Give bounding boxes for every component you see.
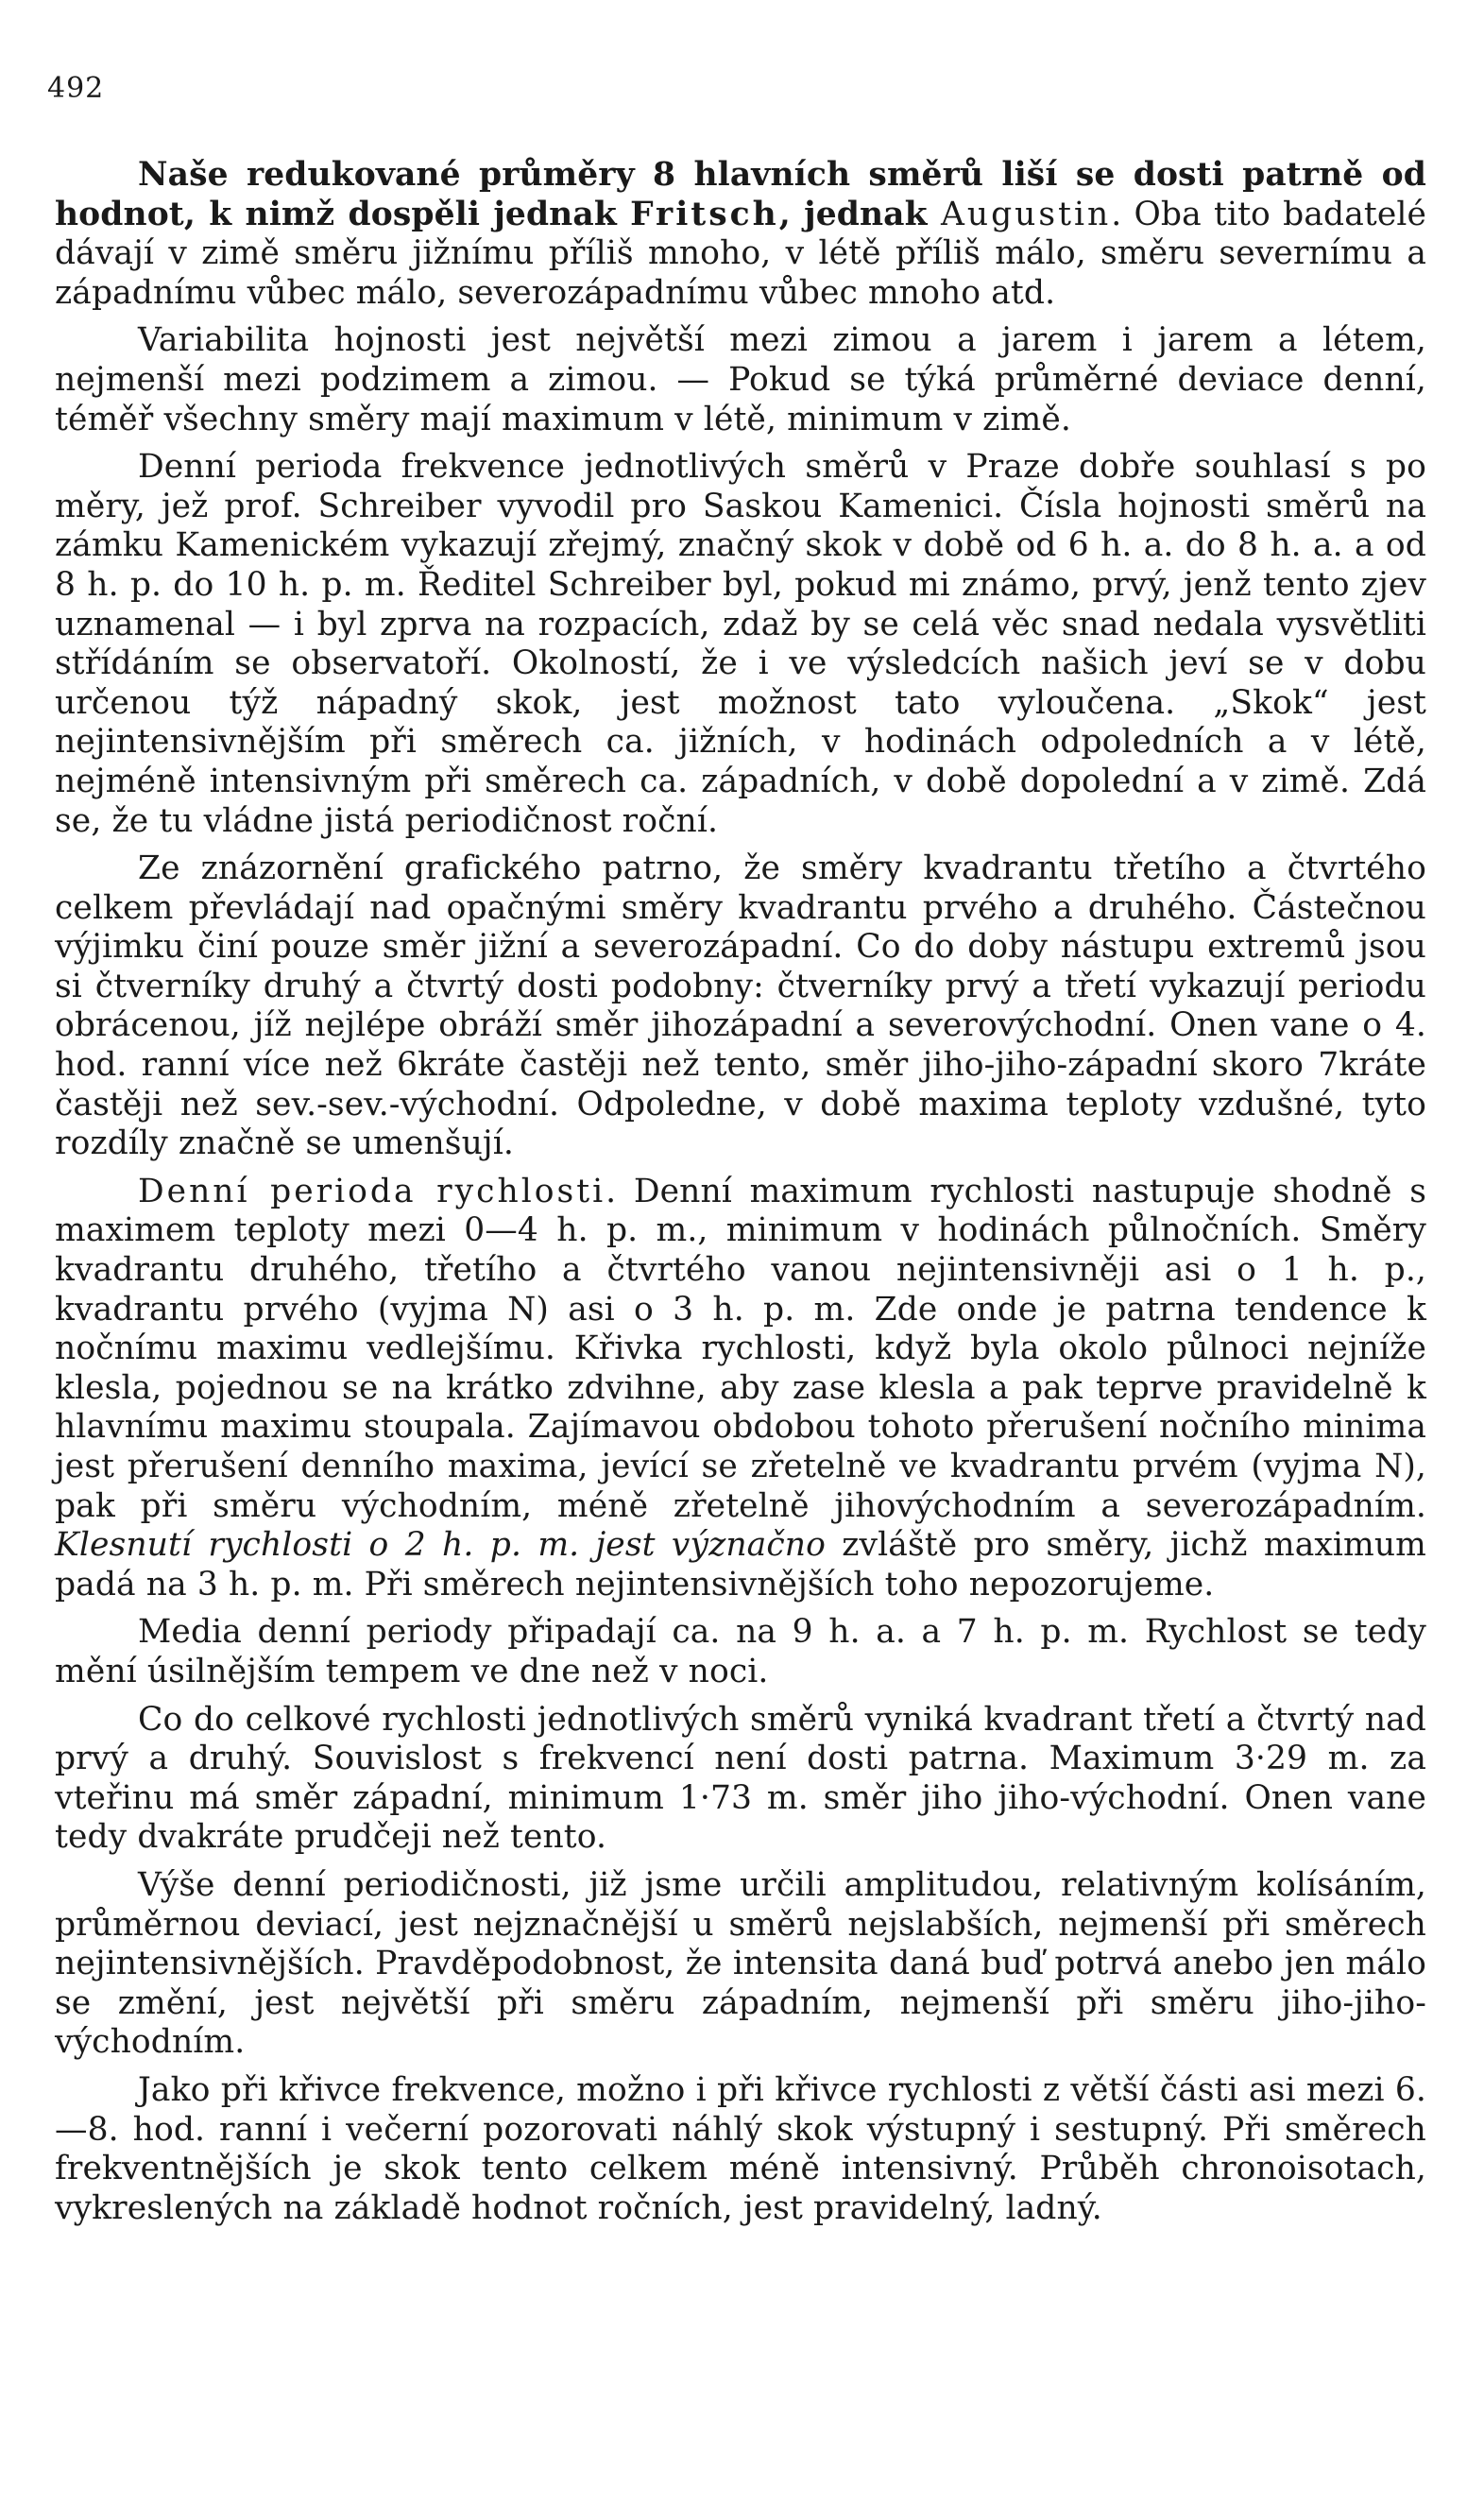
- paragraph: [55, 2071, 1426, 2228]
- text-run: Variabilita hojnosti jest největší mezi zimou a jarem i jarem a létem, nejmenší mezi podzimem a zimou. — Pokud se týká průměrné deviace denní, téměř všechny směry mají maximum v létě, minimum v zimě.: [55, 321, 1426, 438]
- text-run: Ze znázornění grafického patrno, že směry kvadrantu třetího a čtvrtého celkem převládají nad opačnými směry kvadrantu prvého a druhého. Částečnou výjimku činí pouze směr jižní a severozápadní. Co do doby nástupu extremů jsou si čtverníky druhý a čtvrtý dosti podobny: čtverníky prvý a třetí vykazují periodu obrácenou, jíž nejlépe obráží směr jihozápadní a severovýchodní. Onen vane o 4. hod. ranní více než 6kráte častěji než tento, směr jiho-jiho-západní skoro 7kráte častěji než sev.-sev.-východní. Odpoledne, v době maxima teploty vzdušné, tyto rozdíly značně se umenšují.: [55, 849, 1426, 1163]
- paragraph: [55, 1173, 1426, 1605]
- paragraph: [55, 1866, 1426, 2063]
- text-run: Jako při křivce frekvence, možno i při křivce rychlosti z větší části asi mezi 6.—8. hod. ranní i večerní pozorovati náhlý skok výstupný i sestupný. Při směrech frekventnějších je skok tento celkem méně intensivný. Průběh chronoisotach, vykreslených na základě hodnot ročních, jest pravidelný, ladný.: [55, 2070, 1426, 2227]
- text-run: Denní perioda rychlosti: [138, 1172, 606, 1210]
- text-run: Naše redukované průměry 8 hlavních směrů liší se dosti patrně od hodnot, k nimž dospěli jednak: [55, 156, 1426, 233]
- text-run: , jednak: [778, 195, 941, 233]
- paragraph: [55, 849, 1426, 1164]
- text-run: Denní perioda frekvence jednotlivých směrů v Praze dobře souhlasí s po měry, jež prof. Schreiber vyvodil pro Saskou Kamenici. Čísla hojnosti směrů na zámku Kamenickém vykazují zřejmý, značný skok v době od 6 h. a. do 8 h. a. a od 8 h. p. do 10 h. p. m. Ředitel Schreiber byl, pokud mi známo, prvý, jenž tento zjev uznamenal — i byl zprva na rozpacích, zdaž by se celá věc snad nedala vysvětliti střídáním se observatoří. Okolností, že i ve výsledcích našich jeví se v dobu určenou týž nápadný skok, jest možnost tato vyloučena. „Skok“ jest nejintensivnějším při směrech ca. jižních, v hodinách odpoledních a v létě, nejméně intensivným při směrech ca. západních, v době dopolední a v zimě. Zdá se, že tu vládne jistá periodičnost roční.: [55, 448, 1426, 840]
- page-body: [55, 156, 1426, 2237]
- paragraph: [55, 321, 1426, 439]
- page-number: 492: [47, 72, 105, 105]
- text-run: Výše denní periodičnosti, již jsme určili amplitudou, relativným kolísáním, průměrnou deviací, jest nejznačnější u směrů nejslabších, nejmenší při směrech nejintensivnějších. Pravděpodobnost, že intensita daná buď potrvá anebo jen málo se změní, jest největší při směru západním, nejmenší při směru jiho-jiho-východním.: [55, 1865, 1426, 2062]
- text-run: Augustin: [940, 195, 1112, 233]
- paragraph: [55, 1701, 1426, 1858]
- paragraph: [55, 156, 1426, 313]
- text-run: zvláště pro směry, jichž maximum padá na 3 h. p. m. Při směrech nejintensivnějších toho nepozorujeme.: [55, 1526, 1426, 1604]
- text-run: Klesnutí rychlosti o 2 h. p. m. jest význačno: [55, 1526, 826, 1565]
- text-run: Fritsch: [630, 195, 779, 233]
- paragraph: [55, 1613, 1426, 1691]
- text-run: Co do celkové rychlosti jednotlivých směrů vyniká kvadrant třetí a čtvrtý nad prvý a druhý. Souvislost s frekvencí není dosti patrna. Maximum 3·29 m. za vteřinu má směr západní, minimum 1·73 m. směr jiho jiho-východní. Onen vane tedy dvakráte prudčeji než tento.: [55, 1700, 1426, 1857]
- text-run: . Denní maximum rychlosti nastupuje shodně s maximem teploty mezi 0—4 h. p. m., minimum v hodinách půlnočních. Směry kvadrantu druhého, třetího a čtvrtého vanou nejintensivněji asi o 1 h. p., kvadrantu prvého (vyjma N) asi o 3 h. p. m. Zde onde je patrna tendence k nočnímu maximu vedlejšímu. Křivka rychlosti, když byla okolo půlnoci nejníže klesla, pojednou se na krátko zdvihne, aby zase klesla a pak teprve pravidelně k hlavnímu maximu stoupala. Zajímavou obdobou tohoto přerušení nočního minima jest přerušení denního maxima, jevící se zřetelně ve kvadrantu prvém (vyjma N), pak při směru východním, méně zřetelně jihovýchodním a severozápadním.: [55, 1172, 1426, 1525]
- text-run: . Oba tito badatelé dávají v zimě směru jižnímu příliš mnoho, v létě příliš málo, směru severnímu a západnímu vůbec málo, severozápadnímu vůbec mnoho atd.: [55, 195, 1426, 312]
- text-run: Media denní periody připadají ca. na 9 h. a. a 7 h. p. m. Rychlost se tedy mění úsilnějším tempem ve dne než v noci.: [55, 1613, 1426, 1690]
- paragraph: [55, 448, 1426, 841]
